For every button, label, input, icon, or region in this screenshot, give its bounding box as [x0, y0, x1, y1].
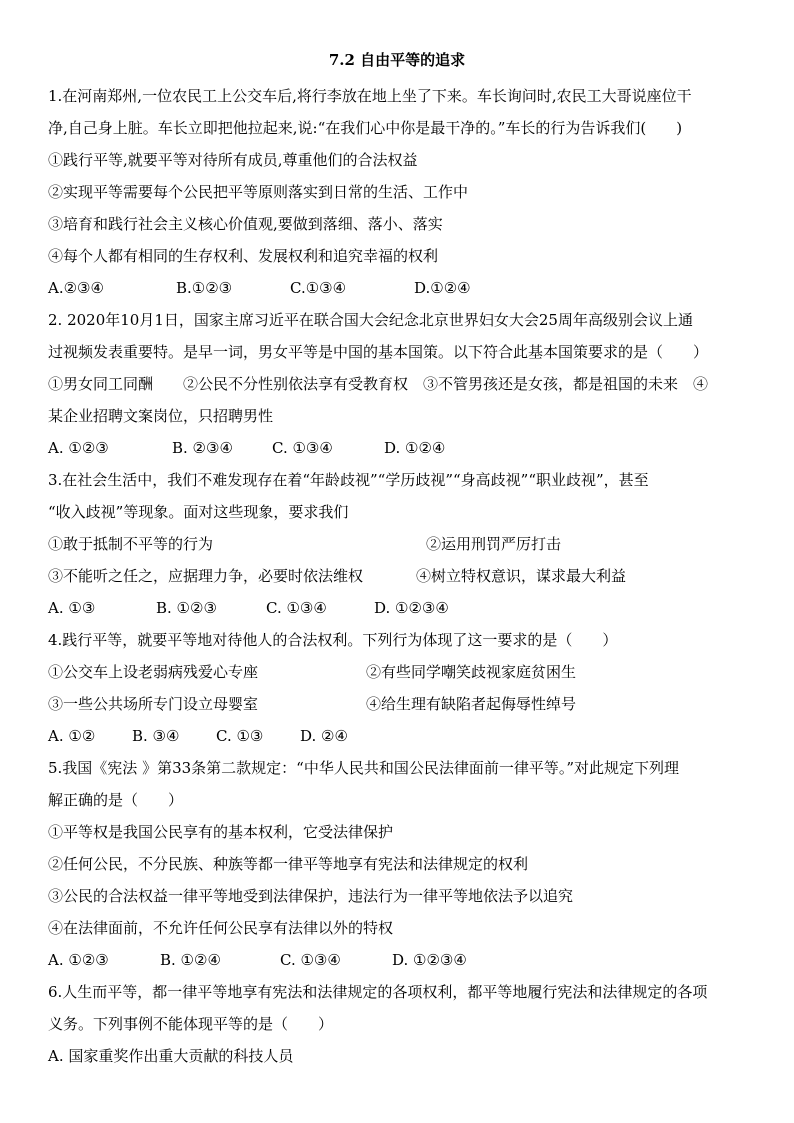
q3-item-4: ④树立特权意识，谋求最大利益 — [416, 567, 627, 585]
page-title: 7.2 自由平等的追求 — [328, 51, 466, 69]
q1-option-a: A.②③④ — [48, 279, 104, 297]
q4-option-c: C. ①③ — [216, 727, 264, 745]
q5-item-1: ①平等权是我国公民享有的基本权利，它受法律保护 — [48, 823, 394, 841]
q5-item-2: ②任何公民，不分民族、种族等都一律平等地享有宪法和法律规定的权利 — [48, 855, 529, 873]
q2-stem-line1: 2. 2020年10月1日，国家主席习近平在联合国大会纪念北京世界妇女大会25周年高级别会议上通 — [48, 311, 693, 329]
q6-stem-line1: 6.人生而平等，都一律平等地享有宪法和法律规定的各项权利，都平等地履行宪法和法律规定的各项 — [48, 983, 708, 1001]
q2-option-c: C. ①③④ — [272, 439, 333, 457]
q4-option-b: B. ③④ — [132, 727, 180, 745]
q5-stem-line2: 解正确的是（ ） — [48, 791, 184, 809]
q3-option-d: D. ①②③④ — [374, 599, 449, 617]
q5-item-4: ④在法律面前，不允许任何公民享有法律以外的特权 — [48, 919, 394, 937]
q1-option-b: B.①②③ — [176, 279, 233, 297]
q1-item-4: ④每个人都有相同的生存权利、发展权利和追究幸福的权利 — [48, 247, 439, 265]
q4-stem: 4.践行平等，就要平等地对待他人的合法权利。下列行为体现了这一要求的是（ ） — [48, 631, 618, 649]
q1-option-d: D.①②④ — [414, 279, 471, 297]
q5-option-c: C. ①③④ — [280, 951, 341, 969]
q1-option-c: C.①③④ — [290, 279, 347, 297]
q5-option-d: D. ①②③④ — [392, 951, 467, 969]
q3-stem-line2: “收入歧视”等现象。面对这些现象，要求我们 — [48, 503, 349, 521]
q3-option-a: A. ①③ — [48, 599, 96, 617]
q6-stem-line2: 义务。下列事例不能体现平等的是（ ） — [48, 1015, 334, 1033]
q3-option-b: B. ①②③ — [156, 599, 217, 617]
q1-stem-line1: 1.在河南郑州,一位农民工上公交车后,将行李放在地上坐了下来。车长询问时,农民工大哥说座位干 — [48, 87, 692, 105]
q3-item-1: ①敢于抵制不平等的行为 — [48, 535, 214, 553]
q6-option-a: A. 国家重奖作出重大贡献的科技人员 — [48, 1047, 294, 1065]
q2-option-a: A. ①②③ — [48, 439, 109, 457]
q4-item-3: ③一些公共场所专门设立母婴室 — [48, 695, 259, 713]
q4-option-a: A. ①② — [48, 727, 96, 745]
q3-stem-line1: 3.在社会生活中，我们不难发现存在着“年龄歧视”“学历歧视”“身高歧视”“职业歧视”，甚至 — [48, 471, 649, 489]
q5-option-b: B. ①②④ — [160, 951, 221, 969]
q1-item-2: ②实现平等需要每个公民把平等原则落实到日常的生活、工作中 — [48, 183, 469, 201]
q3-option-c: C. ①③④ — [266, 599, 327, 617]
q3-item-2: ②运用刑罚严厉打击 — [426, 535, 562, 553]
q2-option-d: D. ①②④ — [384, 439, 446, 457]
q3-item-3: ③不能听之任之，应据理力争，必要时依法维权 — [48, 567, 364, 585]
q1-stem-line2: 净,自己身上脏。车长立即把他拉起来,说:“在我们心中你是最干净的。”车长的行为告诉我们( ) — [48, 119, 683, 137]
q5-stem-line1: 5.我国《宪法 》第33条第二款规定：“中华人民共和国公民法律面前一律平等。”对此规定下列理 — [48, 759, 680, 777]
q5-option-a: A. ①②③ — [48, 951, 109, 969]
q4-item-1: ①公交车上设老弱病残爱心专座 — [48, 663, 259, 681]
q2-stem-line2: 过视频发表重要特。是早一词，男女平等是中国的基本国策。以下符合此基本国策要求的是（ ） — [48, 343, 709, 361]
q5-item-3: ③公民的合法权益一律平等地受到法律保护，违法行为一律平等地依法予以追究 — [48, 887, 574, 905]
q1-item-3: ③培育和践行社会主义核心价值观,要做到落细、落小、落实 — [48, 215, 443, 233]
q2-items-line2: 某企业招聘文案岗位，只招聘男性 — [48, 407, 274, 425]
q2-items-line1: ①男女同工同酬 ②公民不分性别依法享有受教育权 ③不管男孩还是女孩，都是祖国的未来 ④ — [48, 375, 709, 393]
q4-option-d: D. ②④ — [300, 727, 348, 745]
q4-item-4: ④给生理有缺陷者起侮辱性绰号 — [366, 695, 577, 713]
q4-item-2: ②有些同学嘲笑歧视家庭贫困生 — [366, 663, 577, 681]
q1-item-1: ①践行平等,就要平等对待所有成员,尊重他们的合法权益 — [48, 151, 418, 169]
q2-option-b: B. ②③④ — [172, 439, 233, 457]
